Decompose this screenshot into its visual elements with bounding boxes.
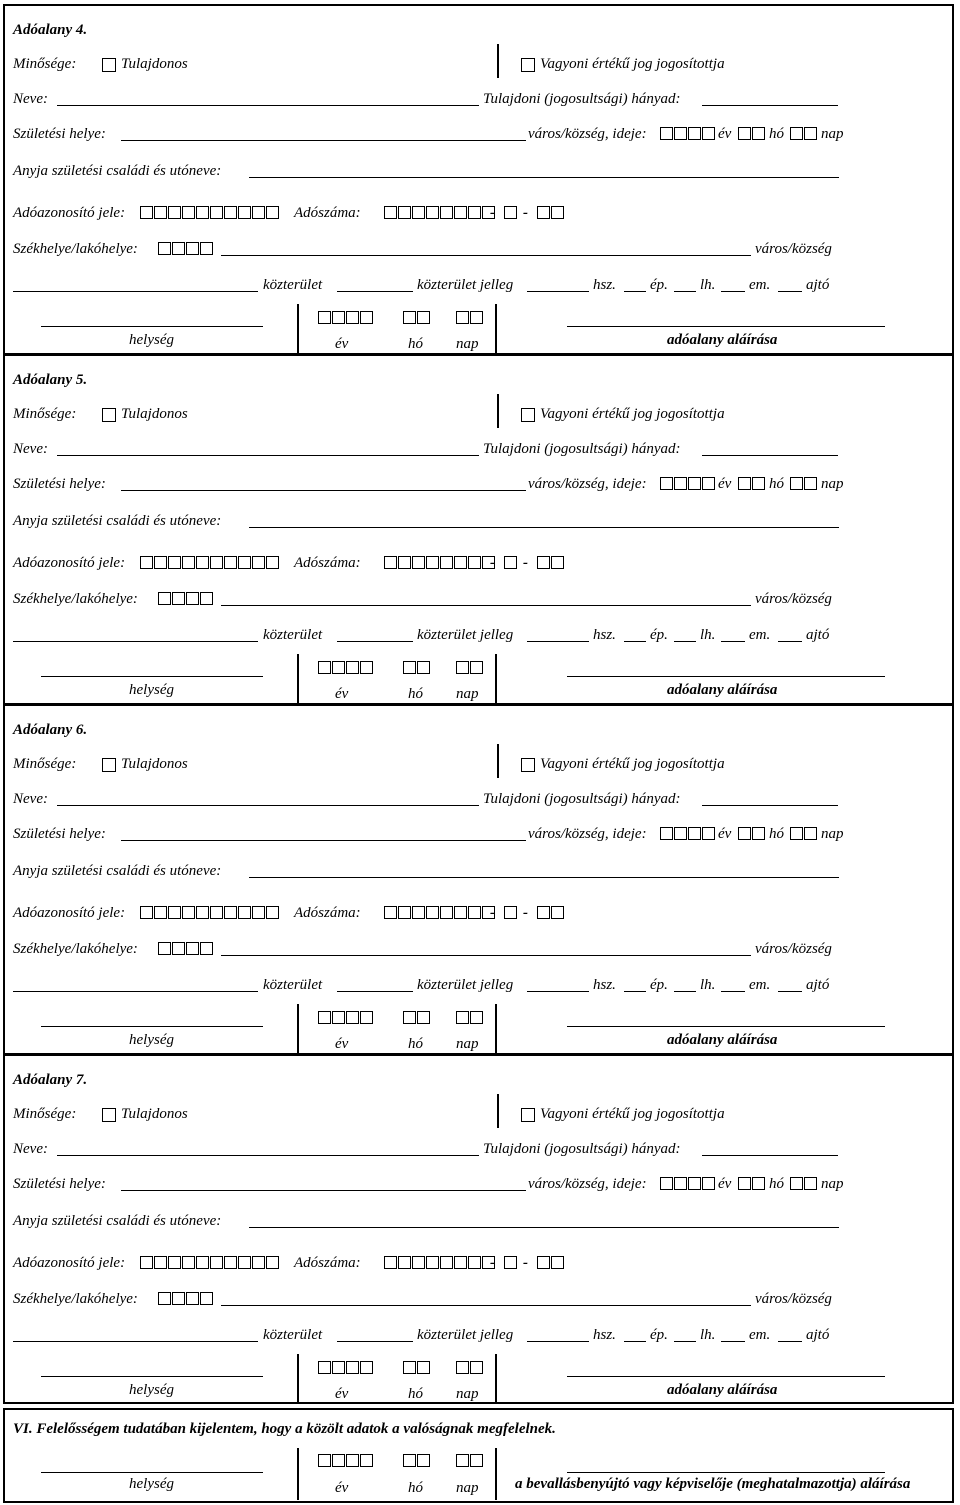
neve-label: Neve: [13,91,48,107]
divider [495,1448,497,1500]
signature-field[interactable] [567,1376,885,1377]
signature-label: adóalany aláírása [667,332,778,348]
adoazon-label: Adóazonosító jele: [13,555,126,571]
em-field[interactable] [721,991,745,992]
kozterulet-jelleg-label: közterület jelleg [417,1327,514,1343]
ho-label: hó [769,126,784,142]
helyseg-field[interactable] [41,676,263,677]
nap-label: nap [821,476,844,492]
taxpayer-section [3,4,954,355]
anyja-field[interactable] [249,527,839,528]
varos-label: város/község [755,591,832,607]
ajto-field[interactable] [778,1341,802,1342]
hsz-label: hsz. [593,1327,616,1343]
em-field[interactable] [721,641,745,642]
kozterulet-jelleg-label: közterület jelleg [417,627,514,643]
adoazon-boxes[interactable] [140,206,280,219]
hanyad-field[interactable] [702,455,838,456]
lh-label: lh. [700,277,716,293]
birth-month-boxes[interactable] [738,827,766,840]
ep-label: ép. [650,277,668,293]
divider [495,304,497,354]
postal-code-boxes[interactable] [158,942,214,955]
sign-day-boxes[interactable] [456,1011,484,1024]
ep-field[interactable] [624,1341,646,1342]
birth-month-boxes[interactable] [738,477,766,490]
neve-field[interactable] [57,805,479,806]
adoszama-label: Adószáma: [294,1255,361,1271]
helyseg-label: helység [129,1476,174,1492]
adoszama-boxes-3[interactable] [537,1256,565,1269]
hsz-label: hsz. [593,627,616,643]
helyseg-label: helység [129,682,174,698]
helyseg-label: helység [129,1032,174,1048]
vagyoni-label: Vagyoni értékű jog jogosítottja [540,406,725,422]
anyja-label: Anyja születési családi és utóneve: [13,863,222,879]
declaration-signature-label: a bevallásbenyújtó vagy képviselője (meghatalmazottja) aláírása [515,1476,911,1492]
ho-label: hó [408,1386,423,1402]
sign-year-boxes[interactable] [318,1361,374,1374]
hanyad-field[interactable] [702,105,838,106]
kozterulet-jelleg-label: közterület jelleg [417,977,514,993]
signature-field[interactable] [567,1026,885,1027]
helyseg-field[interactable] [41,1376,263,1377]
birth-day-boxes[interactable] [790,127,818,140]
divider [497,44,499,78]
signature-label: adóalany aláírása [667,682,778,698]
divider [297,1004,299,1054]
birth-year-boxes[interactable] [660,477,716,490]
decl-day-boxes[interactable] [456,1454,484,1467]
neve-label: Neve: [13,1141,48,1157]
signature-field[interactable] [567,1472,885,1473]
szul-helye-field[interactable] [121,840,526,841]
section-title: Adóalany 7. [13,1072,88,1088]
sign-month-boxes[interactable] [403,1011,431,1024]
kozterulet-jelleg-field[interactable] [337,641,413,642]
ep-label: ép. [650,977,668,993]
szul-helye-label: Születési helye: [13,476,106,492]
em-label: em. [749,977,771,993]
anyja-field[interactable] [249,1227,839,1228]
adoazon-label: Adóazonosító jele: [13,905,126,921]
lh-field[interactable] [674,991,696,992]
varos-field[interactable] [221,255,751,256]
tulajdonos-checkbox[interactable] [102,58,116,72]
nap-label: nap [456,336,479,352]
lh-label: lh. [700,627,716,643]
lh-label: lh. [700,1327,716,1343]
ho-label: hó [769,1176,784,1192]
kozterulet-label: közterület [263,277,323,293]
szul-helye-field[interactable] [121,140,526,141]
divider [497,394,499,428]
lh-label: lh. [700,977,716,993]
szekhely-label: Székhelye/lakóhelye: [13,1291,138,1307]
adoazon-boxes[interactable] [140,1256,280,1269]
helyseg-field[interactable] [41,1026,263,1027]
hanyad-label: Tulajdoni (jogosultsági) hányad: [483,1141,681,1157]
kozterulet-field[interactable] [13,291,258,292]
vagyoni-checkbox[interactable] [521,1108,535,1122]
adoszama-boxes-3[interactable] [537,906,565,919]
taxpayer-section [3,1054,954,1404]
dash: - [490,205,495,221]
ev-label: év [718,476,732,492]
tulajdonos-label: Tulajdonos [121,756,188,772]
hsz-field[interactable] [527,291,589,292]
kozterulet-field[interactable] [13,991,258,992]
dash: - [490,1255,495,1271]
lh-field[interactable] [674,1341,696,1342]
tulajdonos-label: Tulajdonos [121,56,188,72]
vagyoni-label: Vagyoni értékű jog jogosítottja [540,756,725,772]
ep-label: ép. [650,1327,668,1343]
szul-helye-label: Születési helye: [13,126,106,142]
section-title: Adóalany 6. [13,722,88,738]
nap-label: nap [821,826,844,842]
nap-label: nap [456,686,479,702]
dash: - [490,555,495,571]
adoszama-boxes-3[interactable] [537,206,565,219]
ev-label: év [718,126,732,142]
dash: - [490,905,495,921]
vagyoni-label: Vagyoni értékű jog jogosítottja [540,1106,725,1122]
ep-field[interactable] [624,991,646,992]
hanyad-label: Tulajdoni (jogosultsági) hányad: [483,91,681,107]
ev-label: év [335,686,349,702]
decl-month-boxes[interactable] [403,1454,431,1467]
signature-label: adóalany aláírása [667,1032,778,1048]
ep-field[interactable] [624,291,646,292]
adoazon-label: Adóazonosító jele: [13,1255,126,1271]
birth-day-boxes[interactable] [790,477,818,490]
ajto-field[interactable] [778,641,802,642]
adoszama-boxes-3[interactable] [537,556,565,569]
ho-label: hó [408,686,423,702]
neve-label: Neve: [13,441,48,457]
szul-helye-field[interactable] [121,490,526,491]
adoszama-boxes-1[interactable] [384,906,496,919]
szekhely-label: Székhelye/lakóhelye: [13,241,138,257]
minosege-label: Minősége: [13,756,77,772]
adoszama-boxes-1[interactable] [384,556,496,569]
adoszama-boxes-1[interactable] [384,206,496,219]
kozterulet-jelleg-field[interactable] [337,291,413,292]
varos-ideje-label: város/község, ideje: [528,1176,647,1192]
sign-day-boxes[interactable] [456,311,484,324]
adoazon-boxes[interactable] [140,906,280,919]
hanyad-label: Tulajdoni (jogosultsági) hányad: [483,441,681,457]
kozterulet-label: közterület [263,627,323,643]
divider [297,304,299,354]
sign-day-boxes[interactable] [456,661,484,674]
postal-code-boxes[interactable] [158,592,214,605]
minosege-label: Minősége: [13,56,77,72]
em-field[interactable] [721,1341,745,1342]
ho-label: hó [769,826,784,842]
ho-label: hó [408,1480,423,1496]
nap-label: nap [821,1176,844,1192]
divider [497,744,499,778]
declaration-section [3,1408,954,1503]
divider [495,1004,497,1054]
szul-helye-field[interactable] [121,1190,526,1191]
lh-field[interactable] [674,641,696,642]
signature-field[interactable] [567,676,885,677]
adoszama-label: Adószáma: [294,205,361,221]
varos-ideje-label: város/község, ideje: [528,476,647,492]
ev-label: év [718,1176,732,1192]
vagyoni-label: Vagyoni értékű jog jogosítottja [540,56,725,72]
anyja-label: Anyja születési családi és utóneve: [13,1213,222,1229]
adoszama-label: Adószáma: [294,555,361,571]
ajto-field[interactable] [778,291,802,292]
anyja-field[interactable] [249,877,839,878]
ajto-label: ajtó [806,977,830,993]
birth-day-boxes[interactable] [790,1177,818,1190]
divider [497,1094,499,1128]
neve-field[interactable] [57,455,479,456]
kozterulet-field[interactable] [13,1341,258,1342]
ev-label: év [335,1036,349,1052]
adoazon-boxes[interactable] [140,556,280,569]
hanyad-field[interactable] [702,1155,838,1156]
tulajdonos-label: Tulajdonos [121,406,188,422]
adoszama-boxes-2[interactable] [504,1256,518,1269]
sign-month-boxes[interactable] [403,661,431,674]
varos-field[interactable] [221,1305,751,1306]
ep-label: ép. [650,627,668,643]
sign-year-boxes[interactable] [318,1011,374,1024]
kozterulet-jelleg-field[interactable] [337,991,413,992]
helyseg-field[interactable] [41,1472,263,1473]
hanyad-label: Tulajdoni (jogosultsági) hányad: [483,791,681,807]
ajto-label: ajtó [806,1327,830,1343]
minosege-label: Minősége: [13,1106,77,1122]
helyseg-label: helység [129,1382,174,1398]
neve-field[interactable] [57,1155,479,1156]
signature-field[interactable] [567,326,885,327]
anyja-label: Anyja születési családi és utóneve: [13,513,222,529]
vagyoni-checkbox[interactable] [521,758,535,772]
adoszama-boxes-2[interactable] [504,206,518,219]
anyja-label: Anyja születési családi és utóneve: [13,163,222,179]
neve-label: Neve: [13,791,48,807]
kozterulet-label: közterület [263,1327,323,1343]
tulajdonos-checkbox[interactable] [102,408,116,422]
ho-label: hó [769,476,784,492]
ev-label: év [335,336,349,352]
divider [495,1354,497,1404]
varos-ideje-label: város/község, ideje: [528,126,647,142]
divider [495,654,497,704]
kozterulet-jelleg-field[interactable] [337,1341,413,1342]
ev-label: év [335,1480,349,1496]
minosege-label: Minősége: [13,406,77,422]
ajto-label: ajtó [806,627,830,643]
sign-year-boxes[interactable] [318,661,374,674]
dash: - [523,1255,528,1271]
ajto-label: ajtó [806,277,830,293]
sign-month-boxes[interactable] [403,1361,431,1374]
varos-field[interactable] [221,955,751,956]
taxpayer-section [3,704,954,1055]
sign-day-boxes[interactable] [456,1361,484,1374]
varos-field[interactable] [221,605,751,606]
hsz-field[interactable] [527,1341,589,1342]
em-label: em. [749,627,771,643]
hsz-field[interactable] [527,991,589,992]
ho-label: hó [408,1036,423,1052]
nap-label: nap [456,1386,479,1402]
lh-field[interactable] [674,291,696,292]
tulajdonos-label: Tulajdonos [121,1106,188,1122]
nap-label: nap [821,126,844,142]
em-label: em. [749,1327,771,1343]
sign-month-boxes[interactable] [403,311,431,324]
birth-month-boxes[interactable] [738,127,766,140]
section-title: Adóalany 5. [13,372,88,388]
helyseg-field[interactable] [41,326,263,327]
birth-year-boxes[interactable] [660,1177,716,1190]
tulajdonos-checkbox[interactable] [102,1108,116,1122]
varos-ideje-label: város/község, ideje: [528,826,647,842]
divider [297,1448,299,1500]
nap-label: nap [456,1036,479,1052]
divider [297,1354,299,1404]
helyseg-label: helység [129,332,174,348]
vagyoni-checkbox[interactable] [521,408,535,422]
varos-label: város/község [755,1291,832,1307]
birth-month-boxes[interactable] [738,1177,766,1190]
ev-label: év [335,1386,349,1402]
hsz-label: hsz. [593,977,616,993]
szekhely-label: Székhelye/lakóhelye: [13,941,138,957]
adoszama-boxes-2[interactable] [504,556,518,569]
dash: - [523,555,528,571]
signature-label: adóalany aláírása [667,1382,778,1398]
kozterulet-label: közterület [263,977,323,993]
szekhely-label: Székhelye/lakóhelye: [13,591,138,607]
dash: - [523,905,528,921]
em-field[interactable] [721,291,745,292]
ho-label: hó [408,336,423,352]
anyja-field[interactable] [249,177,839,178]
adoszama-boxes-2[interactable] [504,906,518,919]
adoazon-label: Adóazonosító jele: [13,205,126,221]
kozterulet-field[interactable] [13,641,258,642]
ev-label: év [718,826,732,842]
nap-label: nap [456,1480,479,1496]
hsz-field[interactable] [527,641,589,642]
hsz-label: hsz. [593,277,616,293]
vagyoni-checkbox[interactable] [521,58,535,72]
declaration-text: VI. Felelősségem tudatában kijelentem, hogy a közölt adatok a valóságnak megfelelnek. [13,1421,556,1437]
adoszama-label: Adószáma: [294,905,361,921]
postal-code-boxes[interactable] [158,242,214,255]
birth-day-boxes[interactable] [790,827,818,840]
hanyad-field[interactable] [702,805,838,806]
ep-field[interactable] [624,641,646,642]
postal-code-boxes[interactable] [158,1292,214,1305]
decl-year-boxes[interactable] [318,1454,374,1467]
em-label: em. [749,277,771,293]
szul-helye-label: Születési helye: [13,1176,106,1192]
adoszama-boxes-1[interactable] [384,1256,496,1269]
divider [297,654,299,704]
tulajdonos-checkbox[interactable] [102,758,116,772]
dash: - [523,205,528,221]
kozterulet-jelleg-label: közterület jelleg [417,277,514,293]
sign-year-boxes[interactable] [318,311,374,324]
varos-label: város/község [755,941,832,957]
ajto-field[interactable] [778,991,802,992]
varos-label: város/község [755,241,832,257]
neve-field[interactable] [57,105,479,106]
szul-helye-label: Születési helye: [13,826,106,842]
taxpayer-section [3,354,954,705]
section-title: Adóalany 4. [13,22,88,38]
birth-year-boxes[interactable] [660,827,716,840]
birth-year-boxes[interactable] [660,127,716,140]
